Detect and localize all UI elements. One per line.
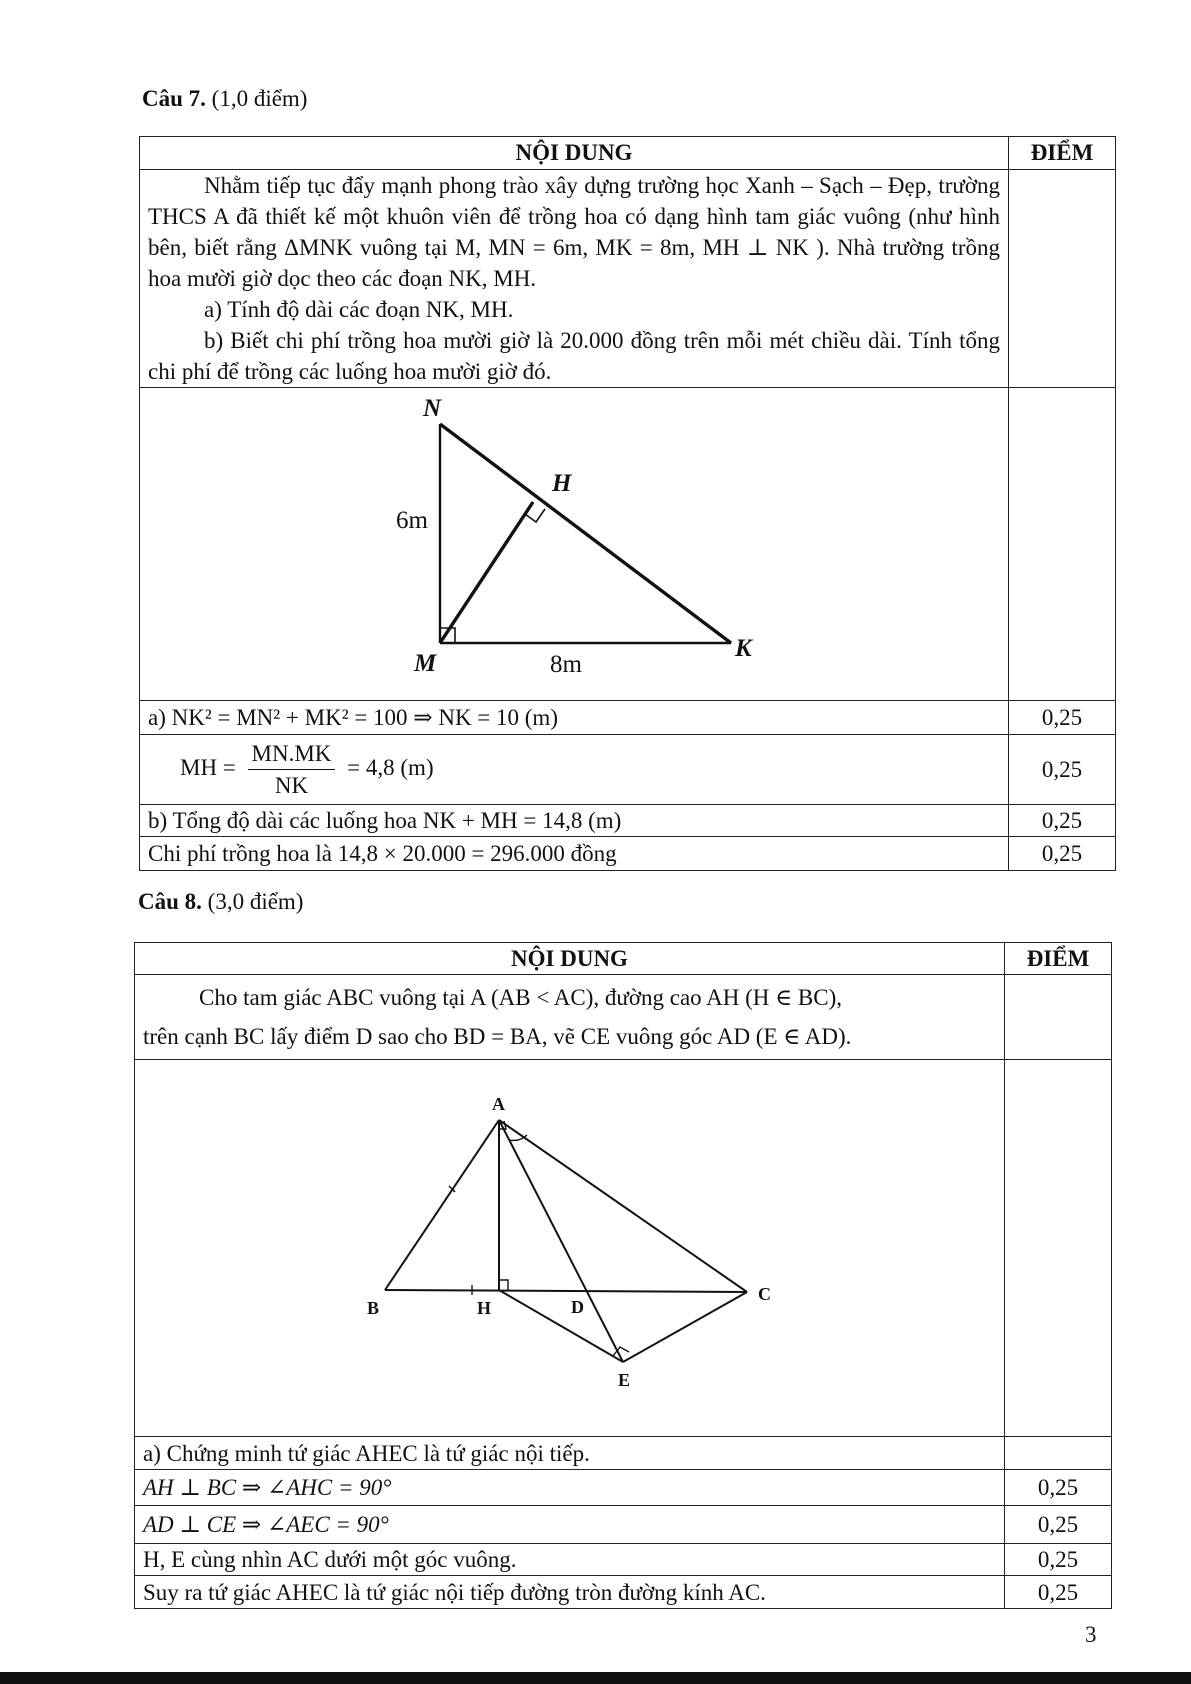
q7-triangle-figure	[140, 388, 1009, 692]
q7-row-a2	[140, 735, 1009, 805]
label-MK-length: 8m	[550, 651, 582, 679]
q8-row-4-score: 0,25	[1005, 1576, 1112, 1609]
angle-arc-A	[509, 1135, 527, 1140]
label-N: N	[423, 395, 442, 423]
label-D: D	[571, 1297, 584, 1318]
q8-problem-score	[1005, 975, 1112, 1060]
q7-figure-score	[1009, 388, 1116, 701]
label-A: A	[492, 1094, 505, 1115]
q8-row-2-score: 0,25	[1005, 1506, 1112, 1544]
page-number: 3	[1085, 1622, 1097, 1647]
q8-title-points: (3,0 điểm)	[201, 889, 304, 914]
scan-bottom-edge	[0, 1672, 1191, 1684]
q7-problem-text: Nhằm tiếp tục đẩy mạnh phong trào xây dựng trường học Xanh – Sạch – Đẹp, trường THCS A đã thiết kế một khuôn viên để trồng hoa có dạng hình tam giác vuông (như hình bên, biết rằng ΔMNK vuông tại M, MN = 6m, MK = 8m, MH ⊥ NK ). Nhà trường trồng hoa mười giờ dọc theo các đoạn NK, MH.	[148, 173, 1000, 292]
q8-figure-cell	[135, 1060, 1005, 1437]
q7-header-content: NỘI DUNG	[140, 137, 1009, 170]
label-C: C	[758, 1284, 771, 1305]
q7-row-a2-score: 0,25	[1009, 735, 1116, 805]
q8-problem	[135, 975, 1005, 1060]
segment-EC	[623, 1292, 747, 1362]
label-E: E	[618, 1370, 631, 1391]
label-MN-length: 6m	[396, 507, 428, 535]
segment-NK	[440, 424, 731, 643]
q7-figure-cell	[140, 388, 1009, 701]
q8-row-3-score: 0,25	[1005, 1544, 1112, 1576]
q8-part-a-score	[1005, 1437, 1112, 1470]
label-K: K	[735, 635, 752, 663]
segment-BC	[385, 1290, 747, 1292]
q7-row-b1: b) Tổng độ dài các luống hoa NK + MH = 14,8 (m)	[140, 805, 1009, 837]
q7-row-b2-score: 0,25	[1009, 837, 1116, 871]
q8-figure-score	[1005, 1060, 1112, 1437]
q8-row-2: AD ⊥ CE ⇒ ∠AEC = 90°	[135, 1506, 1005, 1544]
q8-part-a: a) Chứng minh tứ giác AHEC là tứ giác nội tiếp.	[135, 1437, 1005, 1470]
q7-title-bold: Câu 7.	[142, 86, 206, 111]
q8-row-4: Suy ra tứ giác AHEC là tứ giác nội tiếp đường tròn đường kính AC.	[135, 1576, 1005, 1609]
q8-table	[134, 942, 1112, 1609]
q8-triangle-figure	[135, 1060, 1005, 1428]
label-B: B	[367, 1298, 380, 1319]
fraction-numerator: MN.MK	[248, 738, 336, 770]
q8-title	[138, 889, 303, 915]
q8-row-1: AH ⊥ BC ⇒ ∠AHC = 90°	[135, 1470, 1005, 1506]
label-H: H	[552, 470, 572, 498]
q7-row-b2: Chi phí trồng hoa là 14,8 × 20.000 = 296.000 đồng	[140, 837, 1009, 871]
segment-MH	[440, 502, 533, 643]
q8-title-bold: Câu 8.	[138, 889, 202, 914]
q8-problem-line1: Cho tam giác ABC vuông tại A (AB < AC), đường cao AH (H ∈ BC),	[199, 984, 843, 1010]
q7-problem-score	[1009, 170, 1116, 388]
q7-row-a1: a) NK² = MN² + MK² = 100 ⇒ NK = 10 (m)	[140, 701, 1009, 735]
fraction-denominator: NK	[274, 773, 309, 799]
segment-AC	[499, 1120, 747, 1292]
q7-header-score: ĐIỂM	[1009, 137, 1116, 170]
q8-header-score: ĐIỂM	[1005, 943, 1112, 975]
q7-row-a1-score: 0,25	[1009, 701, 1116, 735]
q8-header-content: NỘI DUNG	[135, 943, 1005, 975]
q7-problem	[140, 170, 1009, 388]
q8-row-1-score: 0,25	[1005, 1470, 1112, 1506]
label-M: M	[414, 650, 437, 678]
segment-AB	[385, 1120, 499, 1290]
q7-table	[139, 136, 1116, 871]
q7-title-points: (1,0 điểm)	[205, 86, 308, 111]
q8-row-3: H, E cùng nhìn AC dưới một góc vuông.	[135, 1544, 1005, 1576]
q8-problem-line2: trên cạnh BC lấy điểm D sao cho BD = BA, vẽ CE vuông góc AD (E ∈ AD).	[143, 1024, 852, 1050]
q7-row-a2-lhs: MH =	[180, 755, 236, 781]
q7-row-a2-rhs: = 4,8 (m)	[347, 755, 434, 781]
q7-problem-b: b) Biết chi phí trồng hoa mười giờ là 20.000 đồng trên mỗi mét chiều dài. Tính tổng chi phí để trồng các luống hoa mười giờ đó.	[148, 328, 1000, 385]
q7-row-b1-score: 0,25	[1009, 805, 1116, 837]
q7-problem-a: a) Tính độ dài các đoạn NK, MH.	[204, 297, 514, 323]
right-angle-H	[499, 1280, 508, 1290]
q7-row-a2-fraction	[248, 738, 336, 801]
label-H: H	[477, 1298, 492, 1319]
q7-title	[142, 86, 307, 112]
